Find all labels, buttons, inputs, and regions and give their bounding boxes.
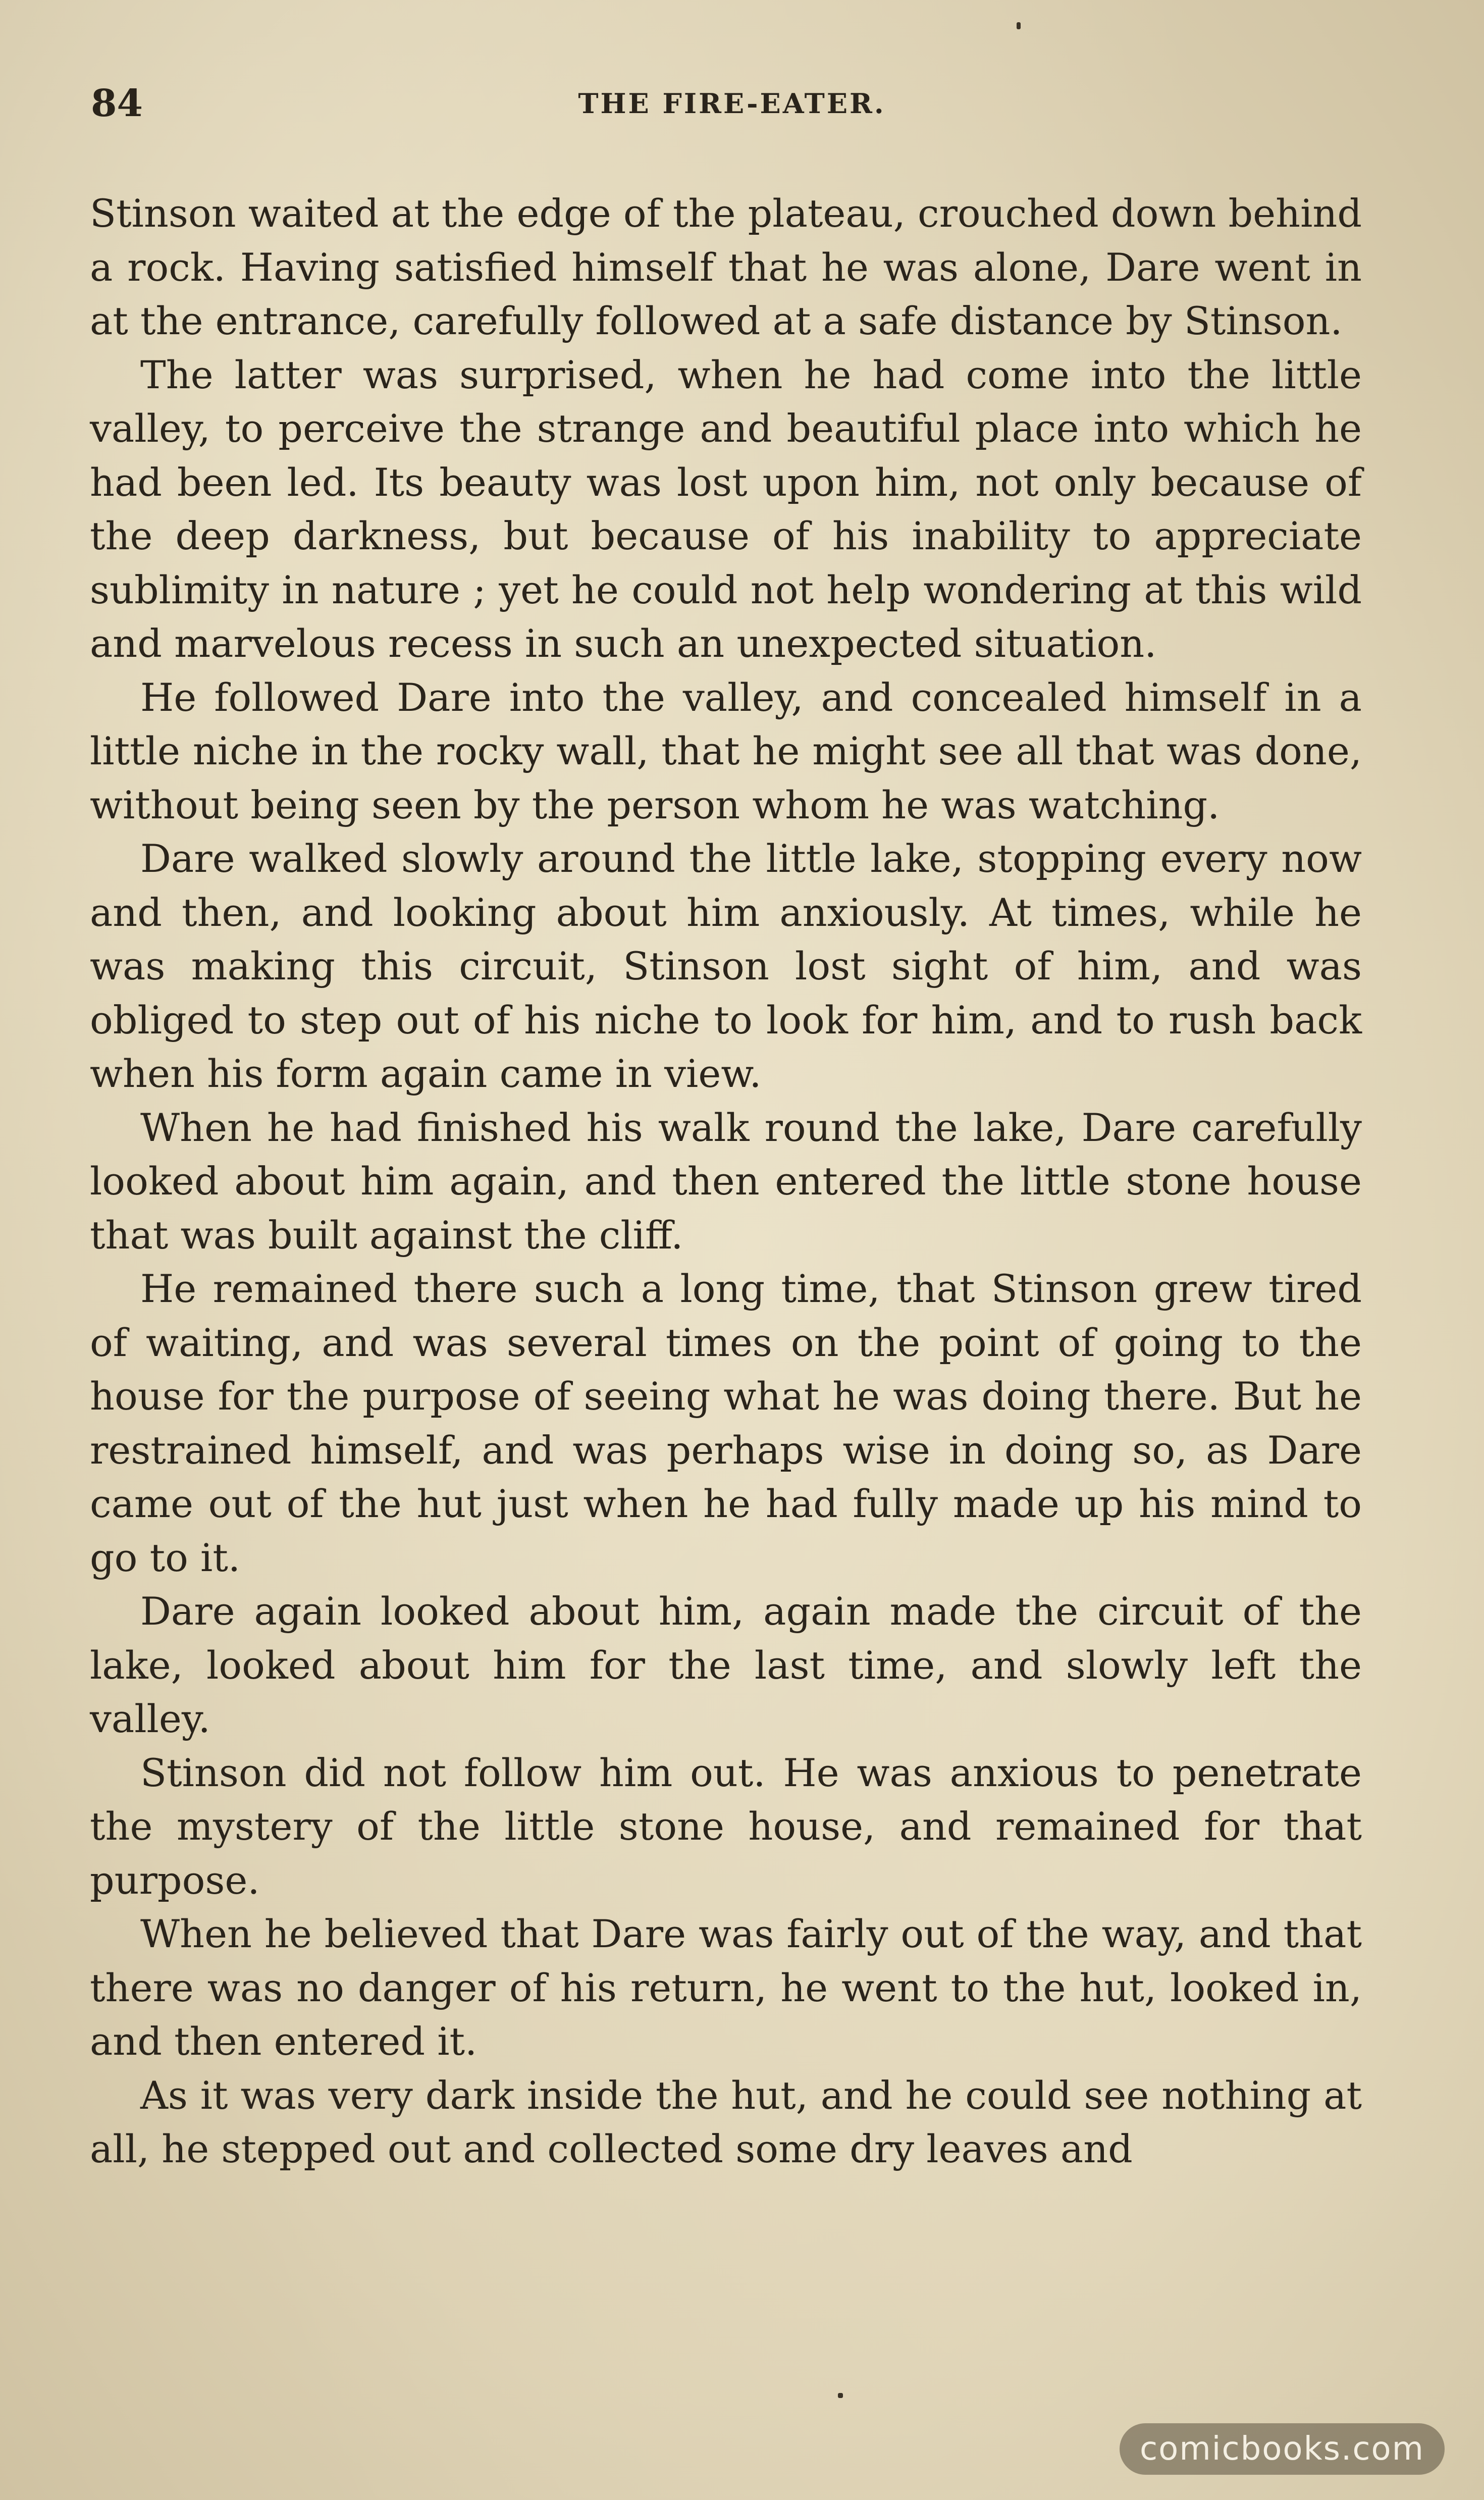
paragraph: He remained there such a long time, that Stinson grew tired of waiting, and was several times on the point of going to the house for the purpose of seeing what he was doing there. But he restrained himself, and was perhaps wise in doing so, as Dare came out of the hut just when he had fully made up his mind to go to it.: [90, 1266, 1362, 1580]
paragraph: When he had finished his walk round the lake, Dare carefully looked about him again, and then entered the little stone house that was built against the cliff.: [90, 1105, 1362, 1258]
ink-speck: [838, 2393, 843, 2398]
paragraph: Stinson did not follow him out. He was anxious to penetrate the mystery of the little stone house, and remained for that purpose.: [90, 1750, 1362, 1903]
paragraph: He followed Dare into the valley, and concealed himself in a little niche in the rocky wall, that he might see all that was done, without being seen by the person whom he was watching.: [90, 674, 1362, 827]
paragraph: When he believed that Dare was fairly out of the way, and that there was no danger of his return, he went to the hut, looked in, and then entered it.: [90, 1911, 1362, 2064]
ink-speck: [1017, 22, 1021, 29]
body-text: [90, 187, 1362, 2176]
paragraph: Stinson waited at the edge of the plateau, crouched down behind a rock. Having satisfied himself that he was alone, Dare went in at the entrance, carefully followed at a safe distance by Stinson.: [90, 191, 1362, 343]
page-header: [91, 76, 1373, 131]
paragraph: Dare again looked about him, again made the circuit of the lake, looked about him for the last time, and slowly left the valley.: [90, 1589, 1362, 1741]
paragraph: As it was very dark inside the hut, and he could see nothing at all, he stepped out and collected some dry leaves and: [90, 2072, 1362, 2171]
watermark-badge: comicbooks.com: [1120, 2423, 1445, 2475]
page-number: 84: [91, 82, 143, 125]
running-head: THE FIRE-EATER.: [578, 87, 886, 120]
paragraph: The latter was surprised, when he had come into the little valley, to perceive the strange and beautiful place into which he had been led. Its beauty was lost upon him, not only because of the deep darkness, but because of his inability to appreciate sublimity in nature ; yet he could not help wondering at this wild and marvelous recess in such an unexpected situation.: [90, 352, 1362, 666]
paragraph: Dare walked slowly around the little lake, stopping every now and then, and looking about him anxiously. At times, while he was making this circuit, Stinson lost sight of him, and was obliged to step out of his niche to look for him, and to rush back when his form again came in view.: [90, 836, 1362, 1096]
